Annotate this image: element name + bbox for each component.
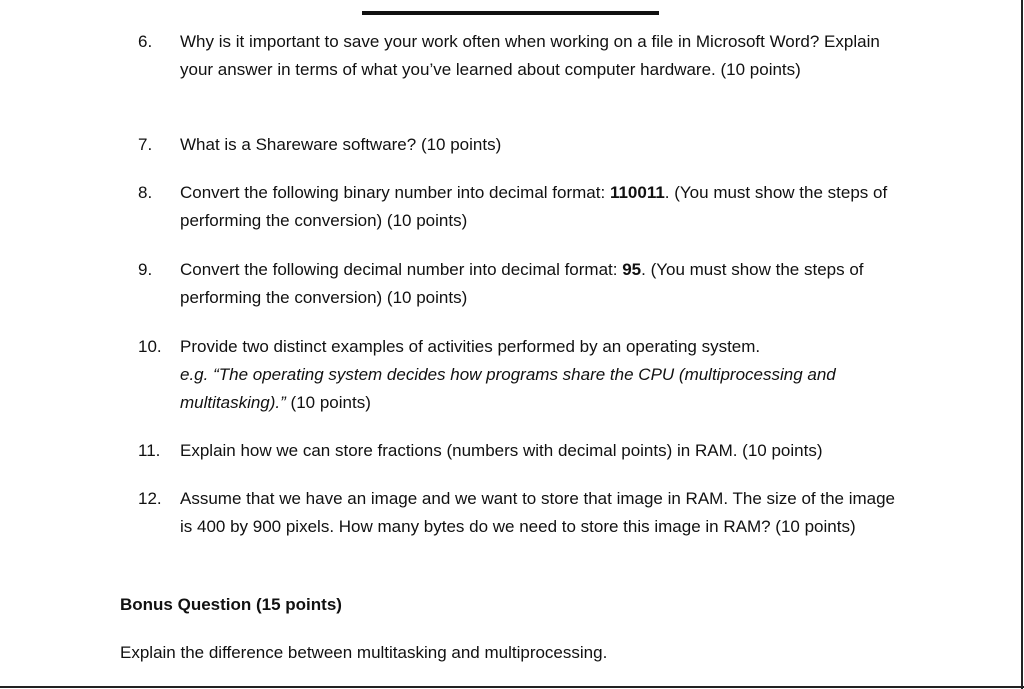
bonus-heading: Bonus Question (15 points) — [120, 595, 342, 614]
question-example — [180, 361, 905, 417]
bonus-question-text: Explain the difference between multitasking and multiprocessing. — [120, 643, 608, 662]
question-main-text: Provide two distinct examples of activities performed by an operating system. — [180, 337, 761, 356]
question-text: Assume that we have an image and we want to store that image in RAM. The size of the image is 400 by 900 pixels. How many bytes do we need to store this image in RAM? (10 points) — [180, 489, 896, 536]
question-text-post: . (You must show the steps of performing the conversion) (10 points) — [180, 260, 864, 307]
question-text-post: . (You must show the steps of performing the conversion) (10 points) — [180, 183, 888, 230]
question-text — [180, 333, 905, 417]
right-border — [1021, 0, 1023, 689]
decimal-number: 95 — [622, 260, 642, 279]
question-text-pre: Convert the following decimal number into decimal format: — [180, 260, 623, 279]
binary-number: 110011 — [609, 183, 665, 202]
question-number: 7. — [138, 135, 153, 154]
question-number: 9. — [138, 260, 153, 279]
question-text: Why is it important to save your work often when working on a file in Microsoft Word? Explain your answer in terms of what you’ve learned about computer hardware. (10 points) — [180, 32, 880, 79]
question-text: Explain how we can store fractions (numbers with decimal points) in RAM. (10 points) — [180, 441, 823, 460]
bottom-border — [0, 686, 1024, 688]
example-text: e.g. “The operating system decides how programs share the CPU (multiprocessing and multitasking).” — [180, 365, 836, 412]
question-number: 6. — [138, 32, 153, 51]
question-text: What is a Shareware software? (10 points) — [180, 135, 502, 154]
question-text-pre: Convert the following binary number into decimal format: — [180, 183, 610, 202]
top-rule — [362, 11, 659, 15]
question-text — [180, 256, 905, 312]
question-text — [180, 179, 905, 235]
question-number: 12. — [138, 489, 162, 508]
question-number: 10. — [138, 337, 162, 356]
question-points: (10 points) — [285, 393, 371, 412]
question-number: 8. — [138, 183, 153, 202]
question-number: 11. — [138, 441, 161, 460]
